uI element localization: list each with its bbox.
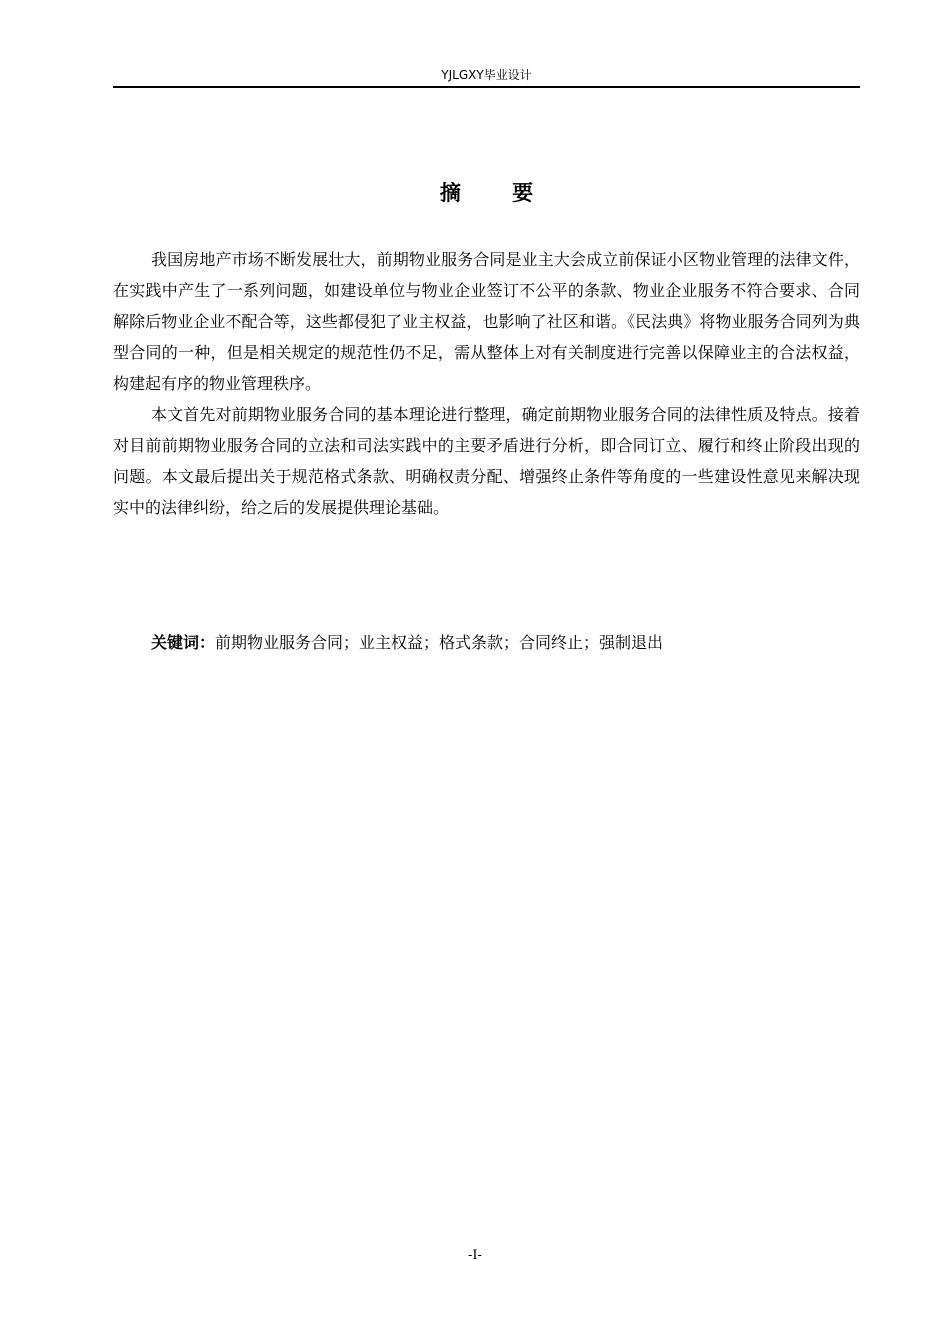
- keywords-label: 关键词：: [151, 633, 216, 652]
- abstract-paragraph-1: 我国房地产市场不断发展壮大，前期物业服务合同是业主大会成立前保证小区物业管理的法律文件，在实践中产生了一系列问题，如建设单位与物业企业签订不公平的条款、物业企业服务不符合要求、合同解除后物业企业不配合等，这些都侵犯了业主权益，也影响了社区和谐。《民法典》将物业服务合同列为典型合同的一种，但是相关规定的规范性仍不足，需从整体上对有关制度进行完善以保障业主的合法权益，构建起有序的物业管理秩序。: [113, 250, 860, 393]
- keywords-line: [151, 627, 663, 658]
- page-number: -I-: [468, 1248, 482, 1263]
- abstract-paragraph-2: 本文首先对前期物业服务合同的基本理论进行整理，确定前期物业服务合同的法律性质及特点。接着对目前前期物业服务合同的立法和司法实践中的主要矛盾进行分析，即合同订立、履行和终止阶段出现的问题。本文最后提出关于规范格式条款、明确权责分配、增强终止条件等角度的一些建设性意见来解决现实中的法律纠纷，给之后的发展提供理论基础。: [113, 405, 860, 517]
- keywords-value: 前期物业服务合同；业主权益；格式条款；合同终止；强制退出: [215, 633, 664, 652]
- page-header: [113, 66, 860, 88]
- abstract-title: 摘 要: [439, 181, 556, 205]
- header-text: YJLGXY毕业设计: [441, 68, 532, 82]
- abstract-body: [113, 244, 860, 523]
